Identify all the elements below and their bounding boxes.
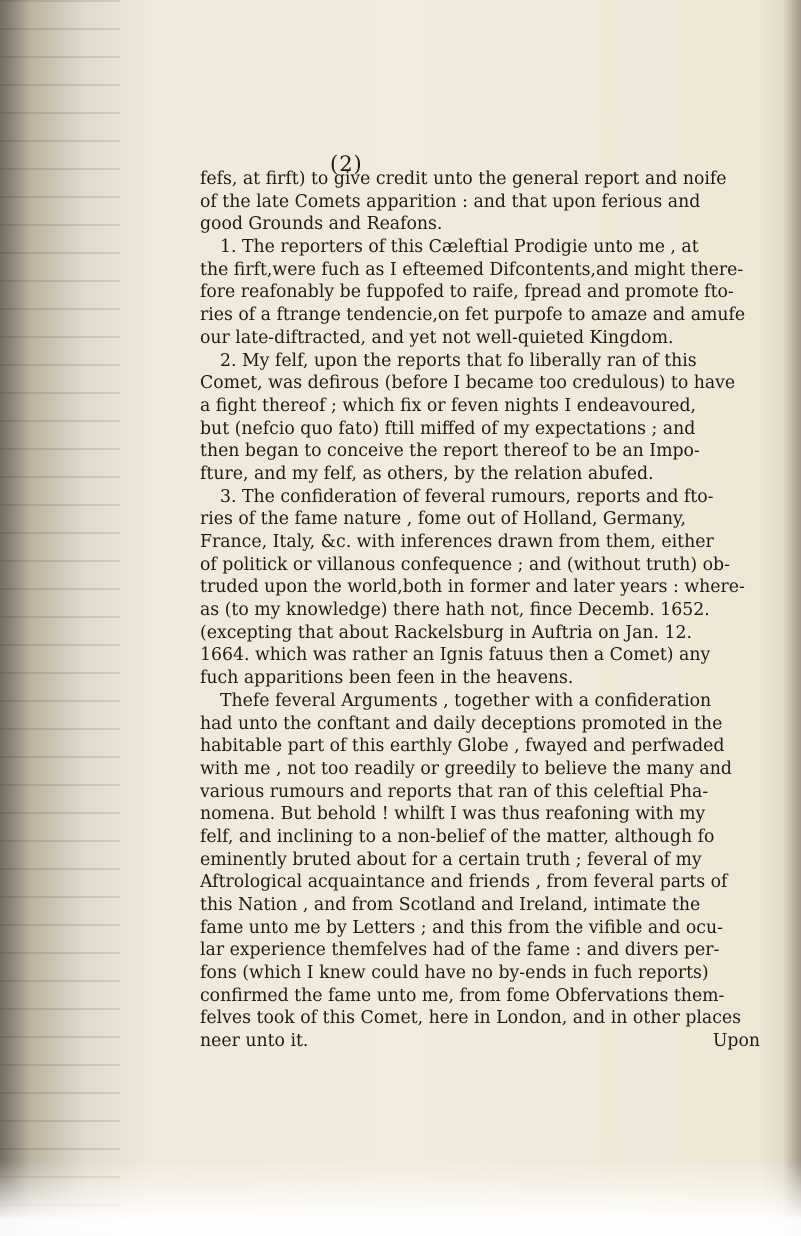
page-number: (2) xyxy=(330,152,363,176)
text-line: lar experience themfelves had of the fame : and divers per- xyxy=(200,940,720,961)
text-line: ries of the fame nature , fome out of Holland, Germany, xyxy=(200,509,687,530)
text-line: had unto the conftant and daily deceptions promoted in the xyxy=(200,713,723,734)
text-line: truded upon the world,both in former and later years : where- xyxy=(200,577,745,598)
text-line: Aftrological acquaintance and friends , from feveral parts of xyxy=(200,872,728,893)
text-line: neer unto it. xyxy=(200,1031,309,1052)
text-line: eminently bruted about for a certain truth ; feveral of my xyxy=(200,849,702,870)
text-line: our late-diftracted, and yet not well-quieted Kingdom. xyxy=(200,327,674,348)
catchword: Upon xyxy=(712,1031,760,1052)
text-line: 1. The reporters of this Cæleftial Prodigie unto me , at xyxy=(220,237,699,258)
text-line: Thefe feveral Arguments , together with a confideration xyxy=(220,690,712,711)
text-line: France, Italy, &c. with inferences drawn from them, either xyxy=(200,532,714,552)
body-text xyxy=(200,168,790,1053)
text-line: the firft,were fuch as I efteemed Difcontents,and might there- xyxy=(200,259,744,280)
text-line: of the late Comets apparition : and that upon ferious and xyxy=(200,191,701,212)
text-line: a fight thereof ; which fix or feven nights I endeavoured, xyxy=(200,395,697,416)
text-line: this Nation , and from Scotland and Ireland, intimate the xyxy=(200,895,701,915)
text-line: fame unto me by Letters ; and this from the vifible and ocu- xyxy=(200,917,723,938)
text-line: felf, and inclining to a non-belief of the matter, although fo xyxy=(200,826,715,847)
text-line: habitable part of this earthly Globe , fwayed and perfwaded xyxy=(200,736,725,757)
text-line: Comet, was defirous (before I became too credulous) to have xyxy=(200,373,736,394)
text-line: fons (which I knew could have no by-ends in fuch reports) xyxy=(200,963,709,984)
page-bottom-margin xyxy=(0,1160,801,1236)
text-line: 2. My felf, upon the reports that fo liberally ran of this xyxy=(220,350,697,371)
last-line xyxy=(200,1030,790,1053)
text-line: ries of a ftrange tendencie,on fet purpofe to amaze and amufe xyxy=(200,305,746,326)
text-line: of politick or villanous confequence ; and (without truth) ob- xyxy=(200,554,730,575)
text-line: (excepting that about Rackelsburg in Auftria on Jan. 12. xyxy=(200,622,693,643)
text-line: confirmed the fame unto me, from fome Obfervations them- xyxy=(200,985,725,1006)
text-line: 1664. which was rather an Ignis fatuus then a Comet) any xyxy=(200,645,711,666)
text-line: fore reafonably be fuppofed to raife, fpread and promote fto- xyxy=(200,282,734,303)
text-line: then began to conceive the report thereof to be an Impo- xyxy=(200,441,700,462)
text-line: 3. The confideration of feveral rumours, reports and fto- xyxy=(220,486,714,507)
text-line: as (to my knowledge) there hath not, fince Decemb. 1652. xyxy=(200,600,710,621)
text-line: nomena. But behold ! whilft I was thus reafoning with my xyxy=(200,804,706,825)
text-line: with me , not too readily or greedily to believe the many and xyxy=(200,758,732,779)
text-line: felves took of this Comet, here in London, and in other places xyxy=(200,1008,741,1029)
text-line: fture, and my felf, as others, by the relation abufed. xyxy=(200,463,654,484)
text-line: fuch apparitions been feen in the heavens. xyxy=(200,668,574,689)
binding-marks xyxy=(0,0,120,1236)
text-line: good Grounds and Reafons. xyxy=(200,214,443,235)
text-line: various rumours and reports that ran of this celeftial Pha- xyxy=(200,781,709,802)
text-line: fefs, at firft) to give credit unto the general report and noife xyxy=(200,169,727,189)
text-line: but (nefcio quo fato) ftill miffed of my expectations ; and xyxy=(200,418,696,439)
